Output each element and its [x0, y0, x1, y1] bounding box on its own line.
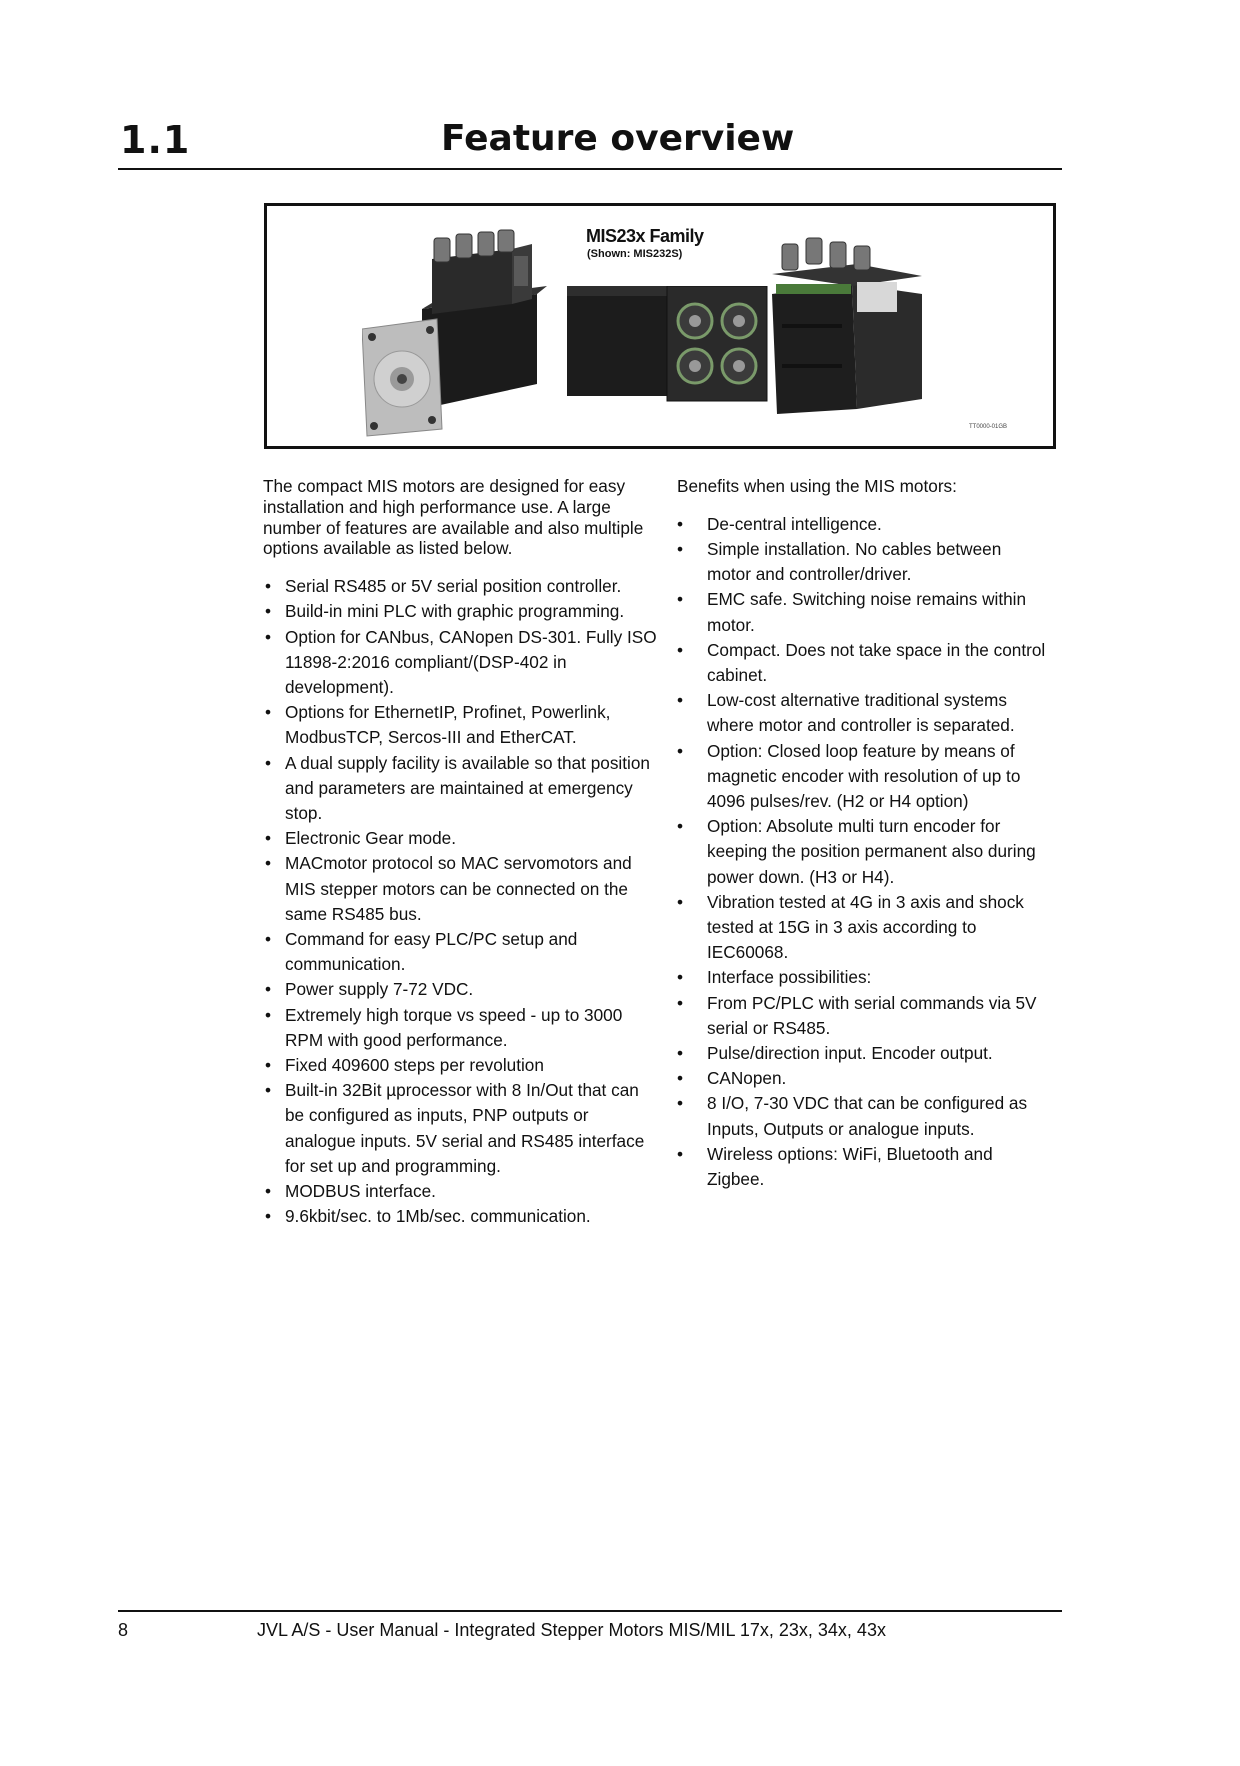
list-item: • Interface possibilities:	[677, 965, 1047, 990]
list-item: • Wireless options: WiFi, Bluetooth and Zigbee.	[677, 1142, 1047, 1192]
list-item: • A dual supply facility is available so that position and parameters are maintained at emergency stop.	[263, 751, 658, 827]
list-item: • Electronic Gear mode.	[263, 826, 658, 851]
product-figure	[264, 203, 1056, 449]
list-item: • Pulse/direction input. Encoder output.	[677, 1041, 1047, 1066]
list-item: • CANopen.	[677, 1066, 1047, 1091]
list-item: • 8 I/O, 7-30 VDC that can be configured as Inputs, Outputs or analogue inputs.	[677, 1091, 1047, 1141]
figure-image-code: TT0000-01GB	[969, 424, 1008, 430]
page-number: 8	[118, 1620, 129, 1640]
list-item: • MODBUS interface.	[263, 1179, 658, 1204]
motor-rear-view-image	[762, 224, 932, 419]
list-item: • Options for EthernetIP, Profinet, Powerlink, ModbusTCP, Sercos-III and EtherCAT.	[263, 700, 658, 750]
list-item: • Fixed 409600 steps per revolution	[263, 1053, 658, 1078]
footer-rule	[118, 1610, 1062, 1612]
list-item: • Low-cost alternative traditional systems where motor and controller is separated.	[677, 688, 1047, 738]
list-item: • Extremely high torque vs speed - up to 3000 RPM with good performance.	[263, 1003, 658, 1053]
list-item: • Option: Absolute multi turn encoder for keeping the position permanent also during power down. (H3 or H4).	[677, 814, 1047, 890]
left-intro-paragraph: The compact MIS motors are designed for easy installation and high performance use. A large number of features are available and also multiple options available as listed below.	[263, 476, 644, 559]
figure-subtitle: (Shown: MIS232S)	[587, 248, 683, 260]
right-intro-paragraph: Benefits when using the MIS motors:	[677, 476, 957, 496]
list-item: • Option: Closed loop feature by means of magnetic encoder with resolution of up to 4096 pulses/rev. (H2 or H4 option)	[677, 739, 1047, 815]
list-item: • EMC safe. Switching noise remains within motor.	[677, 587, 1047, 637]
section-number: 1.1	[120, 118, 191, 162]
list-item: • 9.6kbit/sec. to 1Mb/sec. communication.	[263, 1204, 658, 1229]
motor-front-view-image	[362, 224, 552, 439]
list-item: • Build-in mini PLC with graphic programming.	[263, 599, 658, 624]
features-list	[263, 574, 658, 1229]
list-item: • From PC/PLC with serial commands via 5V serial or RS485.	[677, 991, 1047, 1041]
motor-side-view-image	[567, 286, 777, 416]
benefits-list	[677, 512, 1047, 1192]
left-column	[263, 476, 658, 1229]
list-item: • Command for easy PLC/PC setup and communication.	[263, 927, 658, 977]
section-title: Feature overview	[441, 118, 795, 159]
list-item: • MACmotor protocol so MAC servomotors and MIS stepper motors can be connected on the same RS485 bus.	[263, 851, 658, 927]
list-item: • Simple installation. No cables between motor and controller/driver.	[677, 537, 1047, 587]
header-rule	[118, 168, 1062, 170]
list-item: • Built-in 32Bit µprocessor with 8 In/Out that can be configured as inputs, PNP outputs or analogue inputs. 5V serial and RS485 interface for set up and programming.	[263, 1078, 658, 1179]
figure-title: MIS23x Family	[586, 226, 704, 246]
list-item: • Serial RS485 or 5V serial position controller.	[263, 574, 658, 599]
list-item: • De-central intelligence.	[677, 512, 1047, 537]
list-item: • Option for CANbus, CANopen DS-301. Fully ISO 11898-2:2016 compliant/(DSP-402 in development).	[263, 625, 658, 701]
list-item: • Compact. Does not take space in the control cabinet.	[677, 638, 1047, 688]
right-column	[677, 476, 1047, 1192]
footer-text: JVL A/S - User Manual - Integrated Stepper Motors MIS/MIL 17x, 23x, 34x, 43x	[257, 1620, 886, 1640]
list-item: • Vibration tested at 4G in 3 axis and shock tested at 15G in 3 axis according to IEC60068.	[677, 890, 1047, 966]
list-item: • Power supply 7-72 VDC.	[263, 977, 658, 1002]
